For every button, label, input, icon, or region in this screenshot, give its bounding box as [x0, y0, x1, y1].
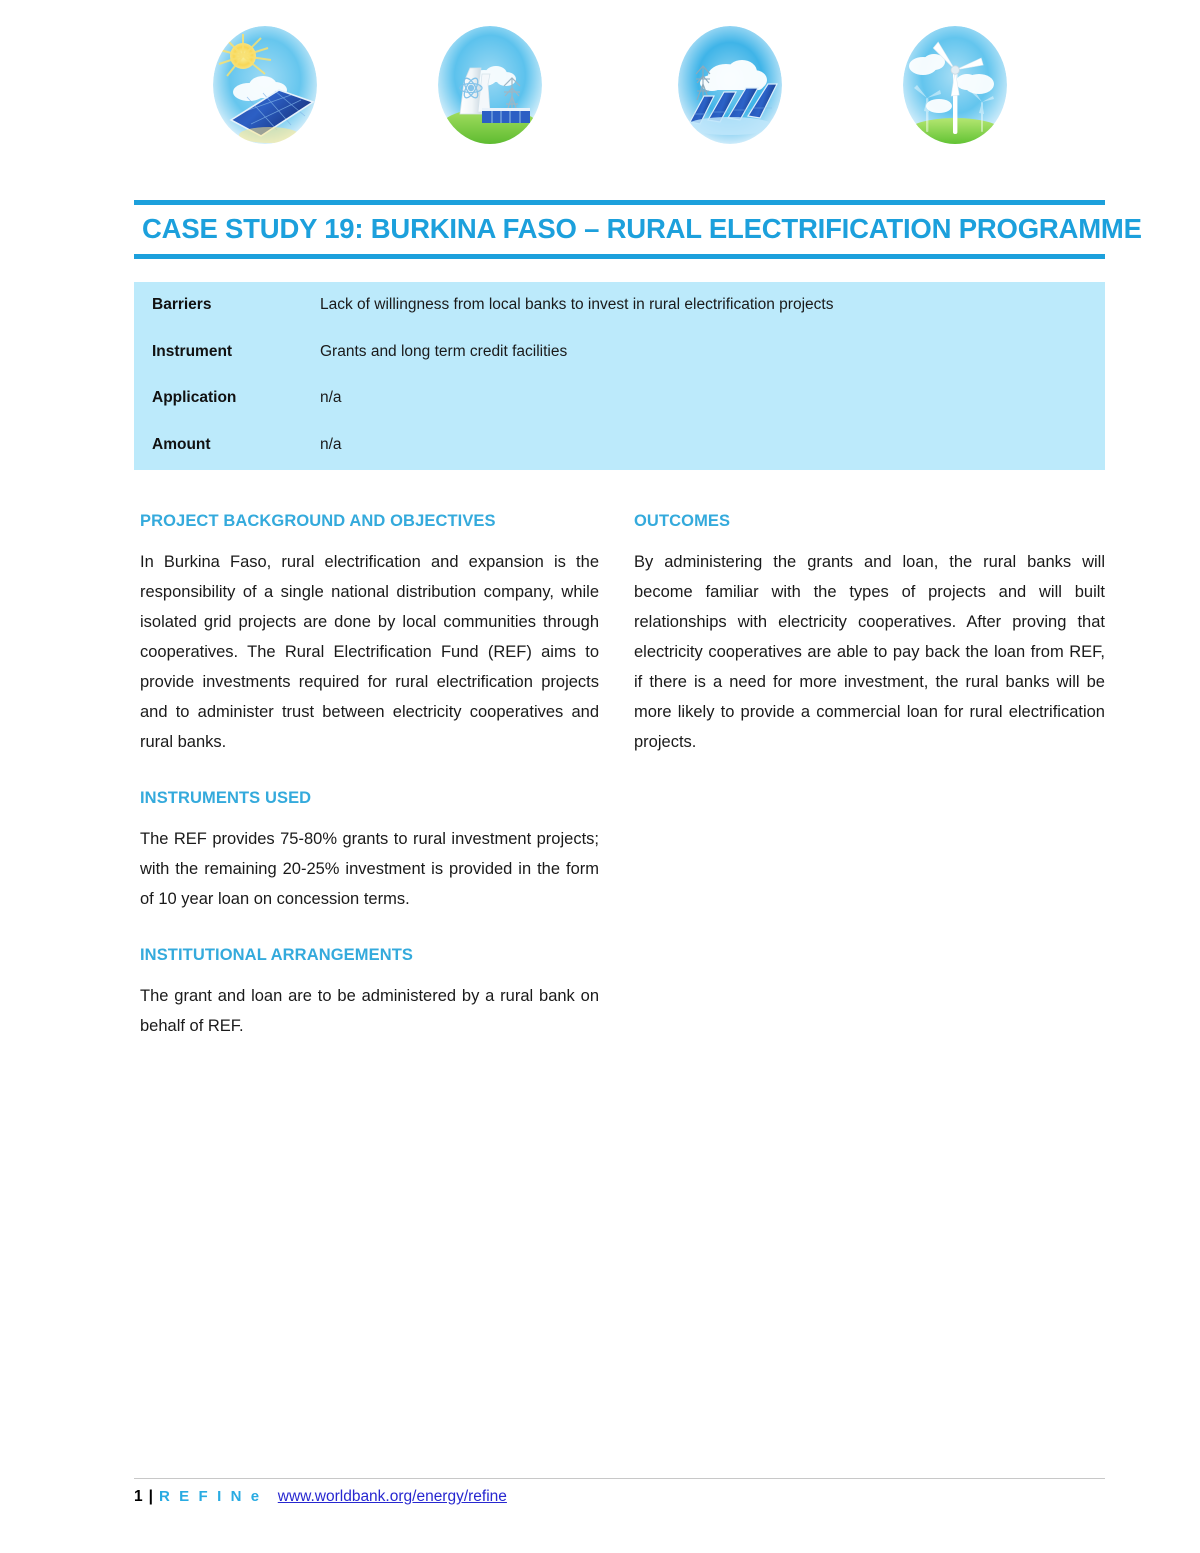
table-row: [134, 282, 1105, 329]
title-rule-bottom: [134, 254, 1105, 259]
text-instruments-used: The REF provides 75-80% grants to rural investment projects; with the remaining 20-25% investment is provided in the form of 10 year loan on concession terms.: [140, 830, 599, 908]
heading-institutional-arrangements: INSTITUTIONAL ARRANGEMENTS: [140, 946, 414, 964]
nuclear-plant-icon: [438, 26, 542, 144]
wind-turbine-icon: [903, 26, 1007, 144]
solar-panel-sun-icon: [213, 26, 317, 144]
row-label-barriers: Barriers: [152, 296, 212, 314]
row-value-application: n/a: [320, 389, 342, 407]
footer-separator: |: [148, 1488, 153, 1505]
page-number: 1: [134, 1488, 143, 1505]
left-column: [140, 512, 599, 1041]
wind-turbine-illustration: [889, 22, 1021, 148]
table-row: [134, 422, 1105, 469]
text-outcomes: By administering the grants and loan, the rural banks will become familiar with the types of projects and will built relationships with electricity cooperatives. After proving that electricity cooperatives are able to pay back the loan from REF, if there is a need for more investment, the rural banks will be more likely to provide a commercial loan for rural electrification projects.: [634, 553, 1105, 751]
row-label-amount: Amount: [152, 435, 211, 453]
right-column: [634, 512, 1105, 757]
footer-content: [134, 1488, 1105, 1506]
row-value-barriers: Lack of willingness from local banks to invest in rural electrification projects: [320, 296, 834, 314]
heading-instruments-used: INSTRUMENTS USED: [140, 789, 312, 807]
heading-project-background: PROJECT BACKGROUND AND OBJECTIVES: [140, 512, 496, 530]
footer-url-link[interactable]: www.worldbank.org/energy/refine: [277, 1488, 507, 1505]
title-block: [134, 200, 1142, 259]
solar-panel-sun-illustration: [199, 22, 331, 148]
row-value-instrument: Grants and long term credit facilities: [320, 342, 568, 360]
page-footer: [134, 1478, 1105, 1506]
page-title: CASE STUDY 19: BURKINA FASO – RURAL ELECTRIFICATION PROGRAMME: [142, 213, 1142, 244]
heading-outcomes: OUTCOMES: [634, 512, 731, 530]
text-institutional-arrangements: The grant and loan are to be administered by a rural bank on behalf of REF.: [140, 987, 599, 1035]
row-label-application: Application: [152, 389, 237, 407]
refine-brand: R E F I N e: [158, 1488, 262, 1505]
nuclear-plant-illustration: [424, 22, 556, 148]
row-value-amount: n/a: [320, 435, 342, 453]
header-image-strip: [0, 0, 1200, 175]
table-row: [134, 375, 1105, 422]
solar-array-pylon-illustration: [664, 22, 796, 148]
case-summary-table: [134, 282, 1105, 470]
solar-array-pylon-icon: [678, 26, 782, 144]
table-row: [134, 329, 1105, 376]
footer-divider: [134, 1478, 1105, 1479]
text-project-background: In Burkina Faso, rural electrification and expansion is the responsibility of a single national distribution company, while isolated grid projects are done by local communities through cooperatives. The Rural Electrification Fund (REF) aims to provide investments required for rural electrification projects and to administer trust between electricity cooperatives and rural banks.: [140, 553, 599, 751]
row-label-instrument: Instrument: [152, 342, 233, 360]
